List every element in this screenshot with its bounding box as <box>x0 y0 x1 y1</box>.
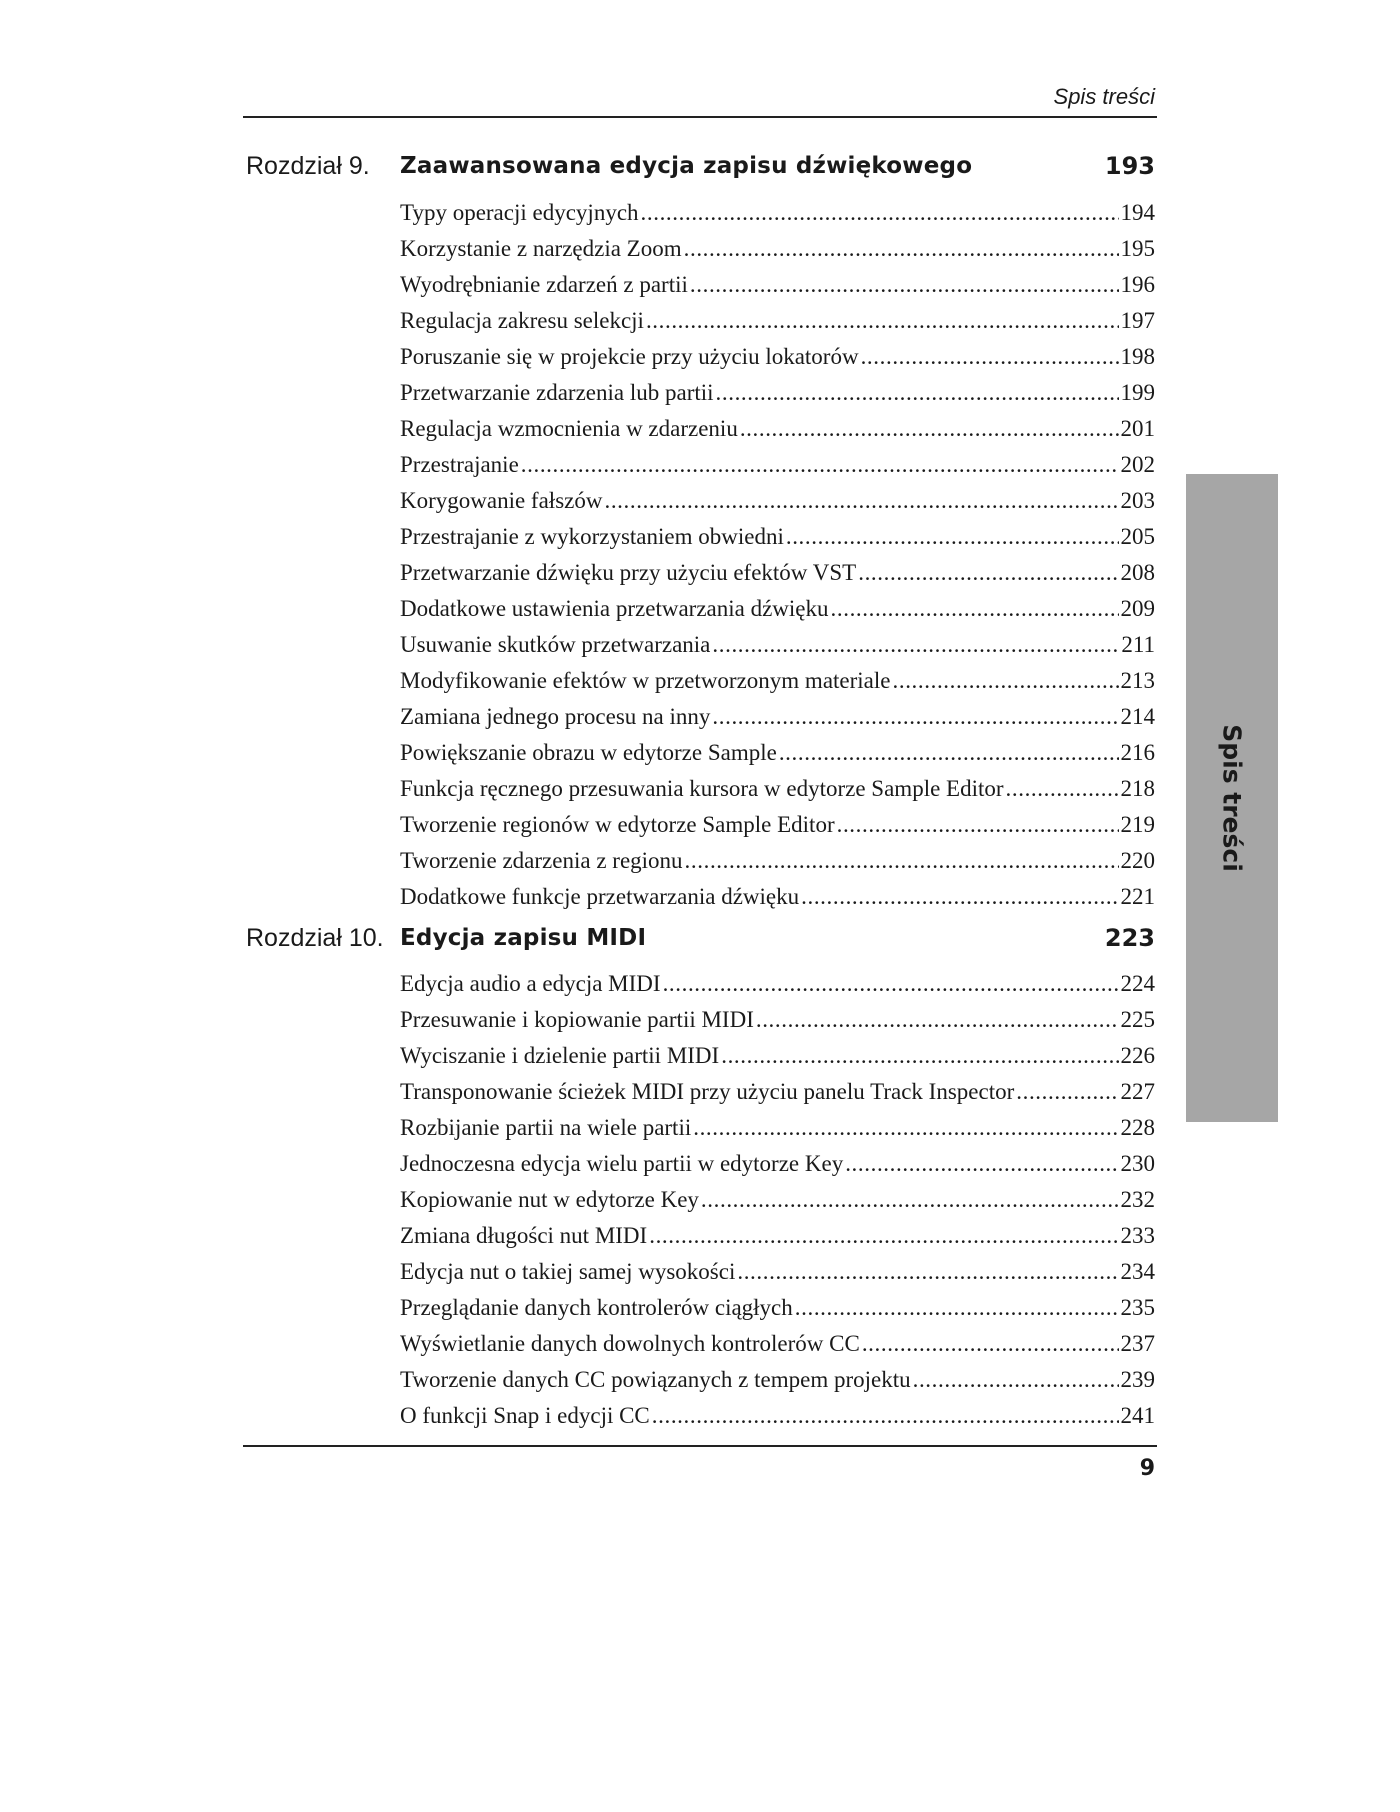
toc-entry <box>400 591 1155 627</box>
toc-entry-title: Dodatkowe ustawienia przetwarzania dźwięku <box>400 596 829 621</box>
toc-entry-page: 226 <box>1120 1043 1155 1068</box>
toc-entry-title: Typy operacji edycyjnych <box>400 200 639 225</box>
dot-leader <box>712 627 1119 663</box>
toc-entry-page: 203 <box>1120 488 1155 513</box>
toc-entry-title: Poruszanie się w projekcie przy użyciu lokatorów <box>400 344 859 369</box>
toc-entry-page: 198 <box>1120 344 1155 369</box>
section-side-tab <box>1186 474 1278 1122</box>
dot-leader <box>646 303 1119 339</box>
toc-entry <box>400 1362 1155 1398</box>
dot-leader <box>740 411 1119 447</box>
toc-entry-title: Wyciszanie i dzielenie partii MIDI <box>400 1043 720 1068</box>
dot-leader <box>786 519 1119 555</box>
toc-entry-title: Zmiana długości nut MIDI <box>400 1223 648 1248</box>
dot-leader <box>831 591 1119 627</box>
toc-entry <box>400 663 1155 699</box>
toc-entry <box>400 303 1155 339</box>
dot-leader <box>795 1290 1119 1326</box>
toc-entry-title: Wyodrębnianie zdarzeń z partii <box>400 272 688 297</box>
toc-entry-list <box>400 966 1155 1434</box>
toc-entry-page: 205 <box>1120 524 1155 549</box>
toc-entry-page: 232 <box>1120 1187 1155 1212</box>
chapter-title: Zaawansowana edycja zapisu dźwiękowego <box>400 153 973 179</box>
toc-entry <box>400 966 1155 1002</box>
toc-entry <box>400 1326 1155 1362</box>
toc-entry-title: Powiększanie obrazu w edytorze Sample <box>400 740 777 765</box>
toc-entry <box>400 1290 1155 1326</box>
toc-entry-title: O funkcji Snap i edycji CC <box>400 1403 650 1428</box>
toc-entry-title: Funkcja ręcznego przesuwania kursora w edytorze Sample Editor <box>400 776 1004 801</box>
toc-entry-title: Transponowanie ścieżek MIDI przy użyciu panelu Track Inspector <box>400 1079 1015 1104</box>
toc-entry <box>400 1002 1155 1038</box>
dot-leader <box>641 195 1119 231</box>
footer-rule <box>243 1445 1157 1447</box>
toc-entry-title: Tworzenie zdarzenia z regionu <box>400 848 683 873</box>
toc-entry-title: Zamiana jednego procesu na inny <box>400 704 711 729</box>
dot-leader <box>663 966 1119 1002</box>
toc-entry-title: Edycja audio a edycja MIDI <box>400 971 661 996</box>
toc-entry-title: Jednoczesna edycja wielu partii w edytorze Key <box>400 1151 844 1176</box>
toc-entry <box>400 231 1155 267</box>
toc-entry-page: 228 <box>1120 1115 1155 1140</box>
toc-entry <box>400 735 1155 771</box>
toc-entry-page: 209 <box>1120 596 1155 621</box>
toc-entry-title: Rozbijanie partii na wiele partii <box>400 1115 692 1140</box>
toc-entry <box>400 195 1155 231</box>
dot-leader <box>690 267 1119 303</box>
dot-leader <box>913 1362 1119 1398</box>
toc-entry-title: Przetwarzanie zdarzenia lub partii <box>400 380 714 405</box>
toc-entry <box>400 483 1155 519</box>
chapter-heading <box>243 924 1155 964</box>
toc-entry <box>400 1218 1155 1254</box>
dot-leader <box>845 1146 1118 1182</box>
header-rule <box>243 116 1157 118</box>
dot-leader <box>684 231 1119 267</box>
toc-entry-title: Korygowanie fałszów <box>400 488 603 513</box>
toc-entry-page: 196 <box>1120 272 1155 297</box>
toc-entry-title: Tworzenie regionów w edytorze Sample Editor <box>400 812 835 837</box>
dot-leader <box>693 1110 1118 1146</box>
toc-entry <box>400 1398 1155 1434</box>
chapter-page-number: 193 <box>1104 152 1155 180</box>
toc-entry-page: 195 <box>1120 236 1155 261</box>
toc-entry-title: Modyfikowanie efektów w przetworzonym materiale <box>400 668 891 693</box>
toc-entry-page: 199 <box>1120 380 1155 405</box>
toc-entry-list <box>400 195 1155 915</box>
toc-entry-page: 201 <box>1120 416 1155 441</box>
dot-leader <box>837 807 1119 843</box>
toc-entry <box>400 1110 1155 1146</box>
toc-entry <box>400 375 1155 411</box>
toc-entry <box>400 699 1155 735</box>
toc-entry <box>400 627 1155 663</box>
dot-leader <box>649 1218 1118 1254</box>
dot-leader <box>862 1326 1119 1362</box>
toc-entry-page: 234 <box>1120 1259 1155 1284</box>
toc-entry-title: Usuwanie skutków przetwarzania <box>400 632 711 657</box>
dot-leader <box>521 447 1119 483</box>
toc-entry <box>400 339 1155 375</box>
toc-entry-page: 202 <box>1120 452 1155 477</box>
toc-entry-title: Tworzenie danych CC powiązanych z tempem projektu <box>400 1367 911 1392</box>
toc-entry-title: Regulacja zakresu selekcji <box>400 308 644 333</box>
toc-entry-page: 218 <box>1120 776 1155 801</box>
toc-entry-page: 220 <box>1120 848 1155 873</box>
toc-entry-page: 225 <box>1120 1007 1155 1032</box>
toc-entry <box>400 1146 1155 1182</box>
toc-entry-page: 233 <box>1120 1223 1155 1248</box>
toc-entry-page: 208 <box>1120 560 1155 585</box>
toc-entry-page: 224 <box>1120 971 1155 996</box>
toc-entry-title: Wyświetlanie danych dowolnych kontrolerów CC <box>400 1331 860 1356</box>
dot-leader <box>685 843 1119 879</box>
toc-entry-title: Kopiowanie nut w edytorze Key <box>400 1187 699 1212</box>
toc-entry-title: Edycja nut o takiej samej wysokości <box>400 1259 736 1284</box>
chapter-label: Rozdział 9. <box>246 152 370 180</box>
toc-entry <box>400 1254 1155 1290</box>
dot-leader <box>861 339 1119 375</box>
dot-leader <box>1006 771 1119 807</box>
toc-entry-page: 213 <box>1120 668 1155 693</box>
toc-entry-page: 219 <box>1120 812 1155 837</box>
toc-entry <box>400 1182 1155 1218</box>
toc-entry-title: Przestrajanie z wykorzystaniem obwiedni <box>400 524 784 549</box>
toc-entry-page: 216 <box>1120 740 1155 765</box>
dot-leader <box>712 699 1118 735</box>
toc-entry-page: 194 <box>1120 200 1155 225</box>
toc-entry-page: 211 <box>1121 632 1155 657</box>
dot-leader <box>1016 1074 1118 1110</box>
toc-entry-title: Przetwarzanie dźwięku przy użyciu efektów VST <box>400 560 857 585</box>
dot-leader <box>779 735 1119 771</box>
running-head: Spis treści <box>1053 84 1155 109</box>
chapter-label: Rozdział 10. <box>246 924 384 952</box>
dot-leader <box>893 663 1119 699</box>
toc-entry-page: 197 <box>1120 308 1155 333</box>
toc-entry <box>400 843 1155 879</box>
side-tab-label: Spis treści <box>1217 724 1247 872</box>
dot-leader <box>701 1182 1119 1218</box>
toc-entry <box>400 807 1155 843</box>
page-number: 9 <box>1139 1456 1155 1481</box>
toc-entry-page: 237 <box>1120 1331 1155 1356</box>
toc-entry <box>400 879 1155 915</box>
toc-entry-title: Korzystanie z narzędzia Zoom <box>400 236 682 261</box>
chapter-heading <box>243 152 1155 192</box>
toc-entry-page: 241 <box>1120 1403 1155 1428</box>
dot-leader <box>604 483 1118 519</box>
toc-entry-title: Regulacja wzmocnienia w zdarzeniu <box>400 416 738 441</box>
chapter-title: Edycja zapisu MIDI <box>400 925 647 951</box>
toc-entry-page: 239 <box>1120 1367 1155 1392</box>
dot-leader <box>801 879 1118 915</box>
dot-leader <box>756 1002 1119 1038</box>
toc-entry <box>400 771 1155 807</box>
toc-entry <box>400 1038 1155 1074</box>
toc-entry-page: 227 <box>1120 1079 1155 1104</box>
toc-entry-page: 221 <box>1120 884 1155 909</box>
toc-entry <box>400 1074 1155 1110</box>
toc-entry-page: 235 <box>1120 1295 1155 1320</box>
toc-entry-title: Przeglądanie danych kontrolerów ciągłych <box>400 1295 793 1320</box>
toc-entry <box>400 267 1155 303</box>
dot-leader <box>737 1254 1118 1290</box>
toc-entry-page: 230 <box>1120 1151 1155 1176</box>
toc-entry-title: Przestrajanie <box>400 452 519 477</box>
toc-entry <box>400 519 1155 555</box>
dot-leader <box>721 1038 1118 1074</box>
toc-entry-page: 214 <box>1120 704 1155 729</box>
dot-leader <box>652 1398 1119 1434</box>
dot-leader <box>858 555 1118 591</box>
toc-entry-title: Dodatkowe funkcje przetwarzania dźwięku <box>400 884 800 909</box>
toc-entry-title: Przesuwanie i kopiowanie partii MIDI <box>400 1007 754 1032</box>
toc-entry <box>400 555 1155 591</box>
chapter-page-number: 223 <box>1104 924 1155 952</box>
toc-entry <box>400 411 1155 447</box>
dot-leader <box>716 375 1119 411</box>
toc-entry <box>400 447 1155 483</box>
